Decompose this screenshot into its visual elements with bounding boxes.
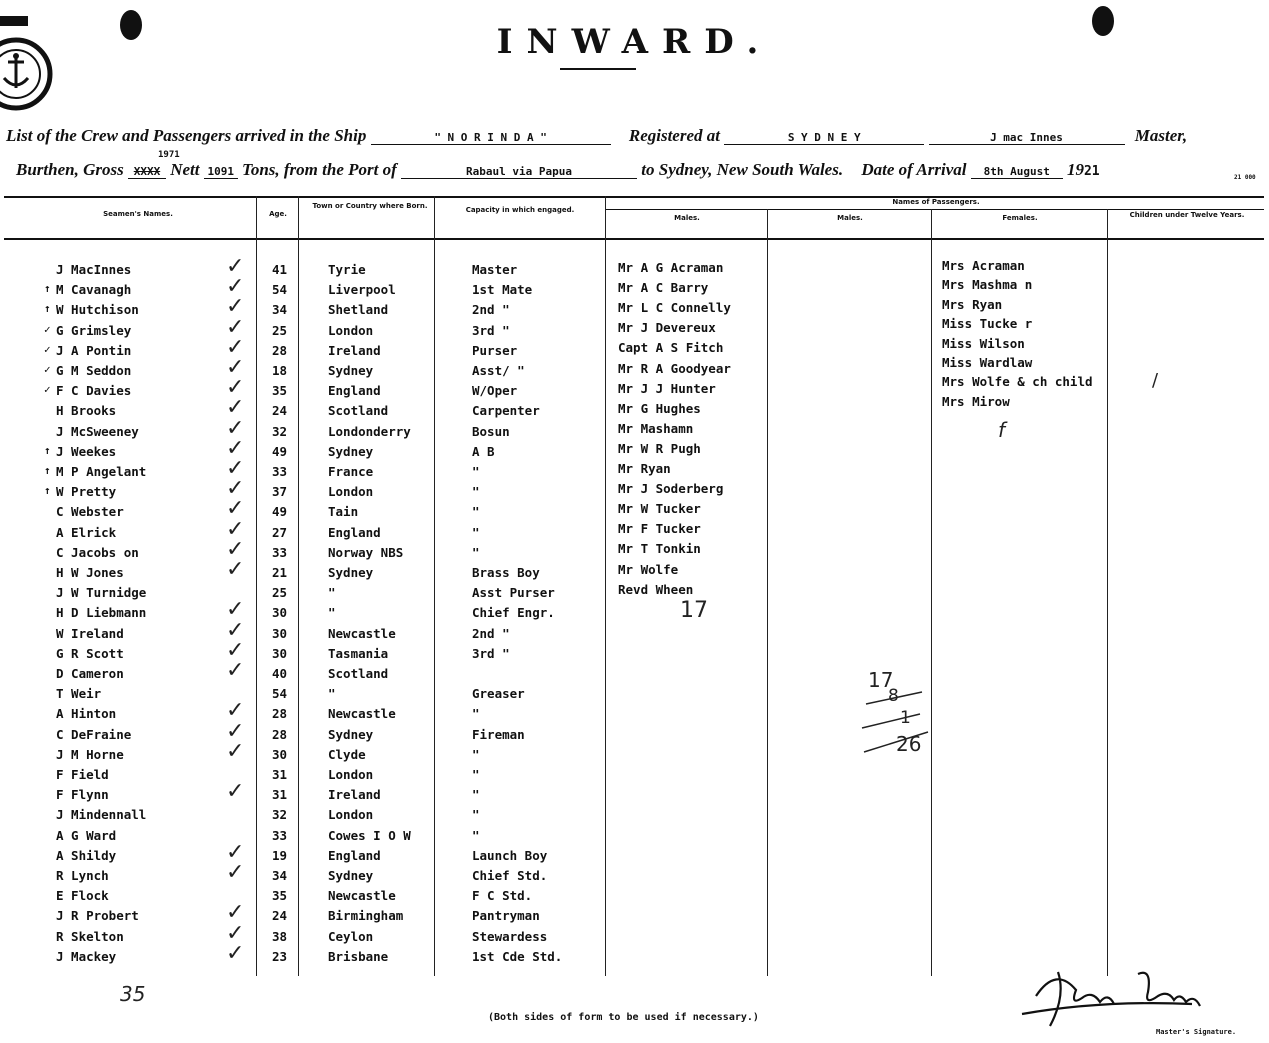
gross-struck: XXXX [128, 165, 166, 179]
crew-capacity: Purser [472, 343, 518, 358]
checkmark-icon: ✓ [226, 456, 245, 481]
printer-mark: 21 000 [1234, 174, 1256, 181]
checkmark-icon: ✓ [226, 557, 245, 582]
male-passenger-name: Mr Wolfe [618, 562, 679, 577]
checkmark-icon: ✓ [226, 476, 245, 501]
checkmark-icon: ✓ [226, 355, 245, 380]
crew-capacity: " [472, 504, 480, 519]
male-passenger-name: Mr Ryan [618, 461, 671, 476]
crew-capacity: " [472, 787, 480, 802]
col-rule-passengers [605, 196, 606, 976]
crew-capacity: Stewardess [472, 929, 548, 944]
female-passenger-name: Mrs Wolfe & ch child [942, 374, 1093, 389]
crew-age: 24 [272, 403, 288, 418]
header-seaman: Seamen's Names. [103, 210, 173, 218]
crew-birthplace: England [328, 848, 381, 863]
crew-birthplace: Birmingham [328, 908, 404, 923]
crew-age: 21 [272, 565, 288, 580]
crew-capacity: " [472, 747, 480, 762]
checkmark-icon: ✓ [226, 900, 245, 925]
crew-name: F Flynn [56, 787, 109, 802]
destination-label: to Sydney, New South Wales. [641, 160, 844, 179]
master-label: Master, [1134, 126, 1188, 145]
header-males-1: Males. [674, 214, 700, 222]
header-children: Children under Twelve Years. [1129, 211, 1245, 219]
crew-age: 24 [272, 908, 288, 923]
nett-label: Nett [170, 160, 200, 179]
crew-capacity: " [472, 828, 480, 843]
crew-age: 33 [272, 464, 288, 479]
table-header-rule [4, 238, 1264, 240]
crew-capacity: Chief Engr. [472, 605, 555, 620]
female-passenger-name: Miss Wilson [942, 336, 1025, 351]
male-passenger-name: Mr A C Barry [618, 280, 709, 295]
crew-name: G R Scott [56, 646, 124, 661]
crew-age: 38 [272, 929, 288, 944]
crew-age: 25 [272, 323, 288, 338]
checkmark-icon: ✓ [226, 335, 245, 360]
crew-birthplace: Brisbane [328, 949, 389, 964]
male-passenger-name: Mr F Tucker [618, 521, 701, 536]
checkmark-icon: ✓ [226, 375, 245, 400]
crew-age: 32 [272, 807, 288, 822]
master-name: J mac Innes [929, 131, 1125, 145]
crew-capacity: Greaser [472, 686, 525, 701]
crew-birthplace: Ireland [328, 343, 381, 358]
female-passenger-name: Mrs Ryan [942, 297, 1003, 312]
crew-birthplace: Newcastle [328, 888, 396, 903]
header-capacity: Capacity in which engaged. [465, 206, 575, 214]
crew-birthplace: " [328, 605, 336, 620]
crew-capacity: 2nd " [472, 626, 510, 641]
crew-birthplace: Londonderry [328, 424, 411, 439]
crew-name: J R Probert [56, 908, 139, 923]
crew-age: 34 [272, 868, 288, 883]
arrival-date: 8th August [971, 165, 1063, 179]
crew-birthplace: London [328, 323, 374, 338]
row-margin-mark: ✓ [44, 323, 51, 336]
crew-capacity: Launch Boy [472, 848, 548, 863]
crew-age: 30 [272, 646, 288, 661]
col-rule-born [298, 196, 299, 976]
burthen-label: Burthen, Gross [16, 160, 124, 179]
crew-birthplace: Ceylon [328, 929, 374, 944]
checkmark-icon: ✓ [226, 436, 245, 461]
crew-age: 28 [272, 343, 288, 358]
crew-birthplace: Sydney [328, 444, 374, 459]
crew-birthplace: Sydney [328, 727, 374, 742]
crew-birthplace: Tasmania [328, 646, 389, 661]
crew-name: H Brooks [56, 403, 117, 418]
male-passenger-name: Mr A G Acraman [618, 260, 724, 275]
crew-capacity: Master [472, 262, 518, 277]
crew-name: A Hinton [56, 706, 117, 721]
checkmark-icon: ✓ [226, 840, 245, 865]
male-count-handwritten: 17 [680, 598, 708, 623]
crew-age: 28 [272, 727, 288, 742]
stamp-number-4: 26 [896, 732, 922, 756]
ship-line-prefix: List of the Crew and Passengers arrived in the Ship [6, 126, 367, 145]
col-rule-capacity [434, 196, 435, 976]
registered-port: S Y D N E Y [724, 131, 924, 145]
checkmark-icon: ✓ [226, 860, 245, 885]
female-passenger-name: Mrs Mashma n [942, 277, 1033, 292]
row-margin-mark: ↑ [44, 444, 51, 457]
ship-line [6, 126, 1187, 146]
crew-capacity: Chief Std. [472, 868, 548, 883]
crew-age: 49 [272, 444, 288, 459]
crew-age: 35 [272, 383, 288, 398]
year-suffix: 21 [1083, 164, 1100, 179]
crew-birthplace: Shetland [328, 302, 389, 317]
crew-birthplace: London [328, 807, 374, 822]
crew-age: 23 [272, 949, 288, 964]
crew-total-mark: 35 [120, 982, 146, 1006]
crew-age: 27 [272, 525, 288, 540]
crew-name: T Weir [56, 686, 102, 701]
female-margin-mark: f [998, 418, 1006, 442]
crew-name: W Pretty [56, 484, 117, 499]
crew-age: 30 [272, 605, 288, 620]
checkmark-icon: ✓ [226, 719, 245, 744]
crew-birthplace: London [328, 484, 374, 499]
crew-capacity: Asst/ " [472, 363, 525, 378]
male-passenger-name: Mr Mashamn [618, 421, 694, 436]
crew-capacity: " [472, 484, 480, 499]
crew-capacity: " [472, 807, 480, 822]
crew-age: 49 [272, 504, 288, 519]
col-rule-age [256, 196, 257, 976]
checkmark-icon: ✓ [226, 274, 245, 299]
row-margin-mark: ✓ [44, 383, 51, 396]
col-rule-females [931, 209, 932, 976]
crew-birthplace: Scotland [328, 666, 389, 681]
stamp-number-2: 8 [888, 686, 899, 706]
crew-capacity: " [472, 545, 480, 560]
checkmark-icon: ✓ [226, 739, 245, 764]
male-passenger-name: Mr W Tucker [618, 501, 701, 516]
row-margin-mark: ✓ [44, 343, 51, 356]
crew-birthplace: England [328, 525, 381, 540]
passenger-header-rule [606, 209, 1264, 210]
ship-name: " N O R I N D A " [371, 131, 611, 145]
checkmark-icon: ✓ [226, 638, 245, 663]
crew-name: G Grimsley [56, 323, 132, 338]
checkmark-icon: ✓ [226, 416, 245, 441]
crew-age: 30 [272, 626, 288, 641]
crew-birthplace: " [328, 585, 336, 600]
crew-name: G M Seddon [56, 363, 132, 378]
crew-capacity: Pantryman [472, 908, 540, 923]
crew-age: 32 [272, 424, 288, 439]
crew-birthplace: Sydney [328, 868, 374, 883]
col-rule-children [1107, 209, 1108, 976]
crew-name: J M Horne [56, 747, 124, 762]
crew-name: A Shildy [56, 848, 117, 863]
crew-birthplace: Newcastle [328, 626, 396, 641]
crew-capacity: " [472, 525, 480, 540]
crew-capacity: 2nd " [472, 302, 510, 317]
burthen-line [16, 160, 1100, 180]
crew-birthplace: Ireland [328, 787, 381, 802]
crew-capacity: " [472, 464, 480, 479]
crew-birthplace: England [328, 383, 381, 398]
crew-birthplace: Clyde [328, 747, 366, 762]
row-margin-mark: ↑ [44, 282, 51, 295]
crew-birthplace: London [328, 767, 374, 782]
registered-label: Registered at [628, 126, 720, 145]
stamp-number-3: 1 [900, 708, 911, 728]
male-passenger-name: Capt A S Fitch [618, 340, 724, 355]
crew-birthplace: Liverpool [328, 282, 396, 297]
crew-birthplace: Sydney [328, 565, 374, 580]
date-label: Date of Arrival [861, 160, 967, 179]
crew-age: 33 [272, 545, 288, 560]
male-passenger-name: Mr J J Hunter [618, 381, 716, 396]
crew-name: W Hutchison [56, 302, 139, 317]
crew-name: A G Ward [56, 828, 117, 843]
crew-capacity: F C Std. [472, 888, 533, 903]
crew-name: R Lynch [56, 868, 109, 883]
crew-name: J Weekes [56, 444, 117, 459]
header-passengers: Names of Passengers. [892, 198, 980, 206]
crew-name: H D Liebmann [56, 605, 147, 620]
checkmark-icon: ✓ [226, 698, 245, 723]
crew-birthplace: Tyrie [328, 262, 366, 277]
header-males-2: Males. [837, 214, 863, 222]
crew-name: F Field [56, 767, 109, 782]
crew-birthplace: " [328, 686, 336, 701]
title-underline [560, 68, 636, 70]
male-passenger-name: Mr J Devereux [618, 320, 716, 335]
crew-birthplace: Norway NBS [328, 545, 404, 560]
crew-capacity: 3rd " [472, 323, 510, 338]
checkmark-icon: ✓ [226, 315, 245, 340]
checkmark-icon: ✓ [226, 496, 245, 521]
crew-capacity: 1st Mate [472, 282, 533, 297]
female-passenger-name: Mrs Acraman [942, 258, 1025, 273]
crew-name: F C Davies [56, 383, 132, 398]
crew-name: R Skelton [56, 929, 124, 944]
crew-capacity: Fireman [472, 727, 525, 742]
checkmark-icon: ✓ [226, 658, 245, 683]
form-title: INWARD. [496, 22, 773, 62]
form-footnote: (Both sides of form to be used if necessary.) [488, 1012, 759, 1023]
male-passenger-name: Mr J Soderberg [618, 481, 724, 496]
crew-name: C Jacobs on [56, 545, 139, 560]
crew-capacity: " [472, 767, 480, 782]
crew-name: C Webster [56, 504, 124, 519]
crew-name: J Mackey [56, 949, 117, 964]
female-passenger-name: Miss Wardlaw [942, 355, 1033, 370]
crew-age: 40 [272, 666, 288, 681]
crew-age: 34 [272, 302, 288, 317]
checkmark-icon: ✓ [226, 294, 245, 319]
crew-age: 19 [272, 848, 288, 863]
row-margin-mark: ↑ [44, 302, 51, 315]
port-of-departure: Rabaul via Papua [401, 165, 637, 179]
crew-name: J MacInnes [56, 262, 132, 277]
crew-name: E Flock [56, 888, 109, 903]
crew-name: H W Jones [56, 565, 124, 580]
crew-age: 25 [272, 585, 288, 600]
header-born: Town or Country where Born. [312, 202, 428, 210]
crew-age: 33 [272, 828, 288, 843]
crew-birthplace: Cowes I O W [328, 828, 411, 843]
crew-age: 31 [272, 787, 288, 802]
stamp-number-1: 17 [868, 668, 894, 692]
child-count-mark: / [1152, 370, 1159, 391]
crew-name: M P Angelant [56, 464, 147, 479]
female-passenger-name: Miss Tucke r [942, 316, 1033, 331]
crew-birthplace: France [328, 464, 374, 479]
male-passenger-name: Mr L C Connelly [618, 300, 731, 315]
crew-name: A Elrick [56, 525, 117, 540]
crew-capacity: A B [472, 444, 495, 459]
crew-name: C DeFraine [56, 727, 132, 742]
crew-age: 54 [272, 686, 288, 701]
crew-age: 31 [272, 767, 288, 782]
crew-age: 41 [272, 262, 288, 277]
crew-name: J Mindennall [56, 807, 147, 822]
male-passenger-name: Mr T Tonkin [618, 541, 701, 556]
row-margin-mark: ↑ [44, 484, 51, 497]
crew-birthplace: Tain [328, 504, 359, 519]
crew-age: 54 [272, 282, 288, 297]
crew-capacity: 1st Cde Std. [472, 949, 563, 964]
crew-age: 18 [272, 363, 288, 378]
male-passenger-name: Revd Wheen [618, 582, 694, 597]
crew-age: 28 [272, 706, 288, 721]
gross-tonnage: 1971 [158, 150, 180, 160]
master-signature-label: Master's Signature. [1156, 1028, 1237, 1036]
female-passenger-name: Mrs Mirow [942, 394, 1010, 409]
checkmark-icon: ✓ [226, 779, 245, 804]
crew-name: J W Turnidge [56, 585, 147, 600]
checkmark-icon: ✓ [226, 254, 245, 279]
crew-name: J McSweeney [56, 424, 139, 439]
header-age: Age. [269, 210, 287, 218]
row-margin-mark: ↑ [44, 464, 51, 477]
crew-capacity: Bosun [472, 424, 510, 439]
crew-birthplace: Newcastle [328, 706, 396, 721]
crew-name: M Cavanagh [56, 282, 132, 297]
crew-name: J A Pontin [56, 343, 132, 358]
crew-birthplace: Scotland [328, 403, 389, 418]
checkmark-icon: ✓ [226, 597, 245, 622]
header-females: Females. [1002, 214, 1038, 222]
checkmark-icon: ✓ [226, 537, 245, 562]
crew-capacity: 3rd " [472, 646, 510, 661]
nett-tonnage: 1091 [204, 165, 238, 179]
crew-age: 35 [272, 888, 288, 903]
master-signature-image [1020, 962, 1250, 1030]
crew-age: 30 [272, 747, 288, 762]
crew-name: D Cameron [56, 666, 124, 681]
male-passenger-name: Mr G Hughes [618, 401, 701, 416]
crew-capacity: Brass Boy [472, 565, 540, 580]
crew-name: W Ireland [56, 626, 124, 641]
crew-capacity: Asst Purser [472, 585, 555, 600]
year-prefix: 19 [1066, 160, 1084, 179]
checkmark-icon: ✓ [226, 941, 245, 966]
checkmark-icon: ✓ [226, 395, 245, 420]
male-passenger-name: Mr R A Goodyear [618, 361, 731, 376]
checkmark-icon: ✓ [226, 921, 245, 946]
tons-label: Tons, from the Port of [242, 160, 397, 179]
col-rule-males2 [767, 209, 768, 976]
crew-capacity: " [472, 706, 480, 721]
checkmark-icon: ✓ [226, 517, 245, 542]
stamp-strokes [858, 690, 938, 760]
crew-capacity: Carpenter [472, 403, 540, 418]
crew-age: 37 [272, 484, 288, 499]
row-margin-mark: ✓ [44, 363, 51, 376]
crew-birthplace: Sydney [328, 363, 374, 378]
crew-capacity: W/Oper [472, 383, 518, 398]
male-passenger-name: Mr W R Pugh [618, 441, 701, 456]
checkmark-icon: ✓ [226, 618, 245, 643]
